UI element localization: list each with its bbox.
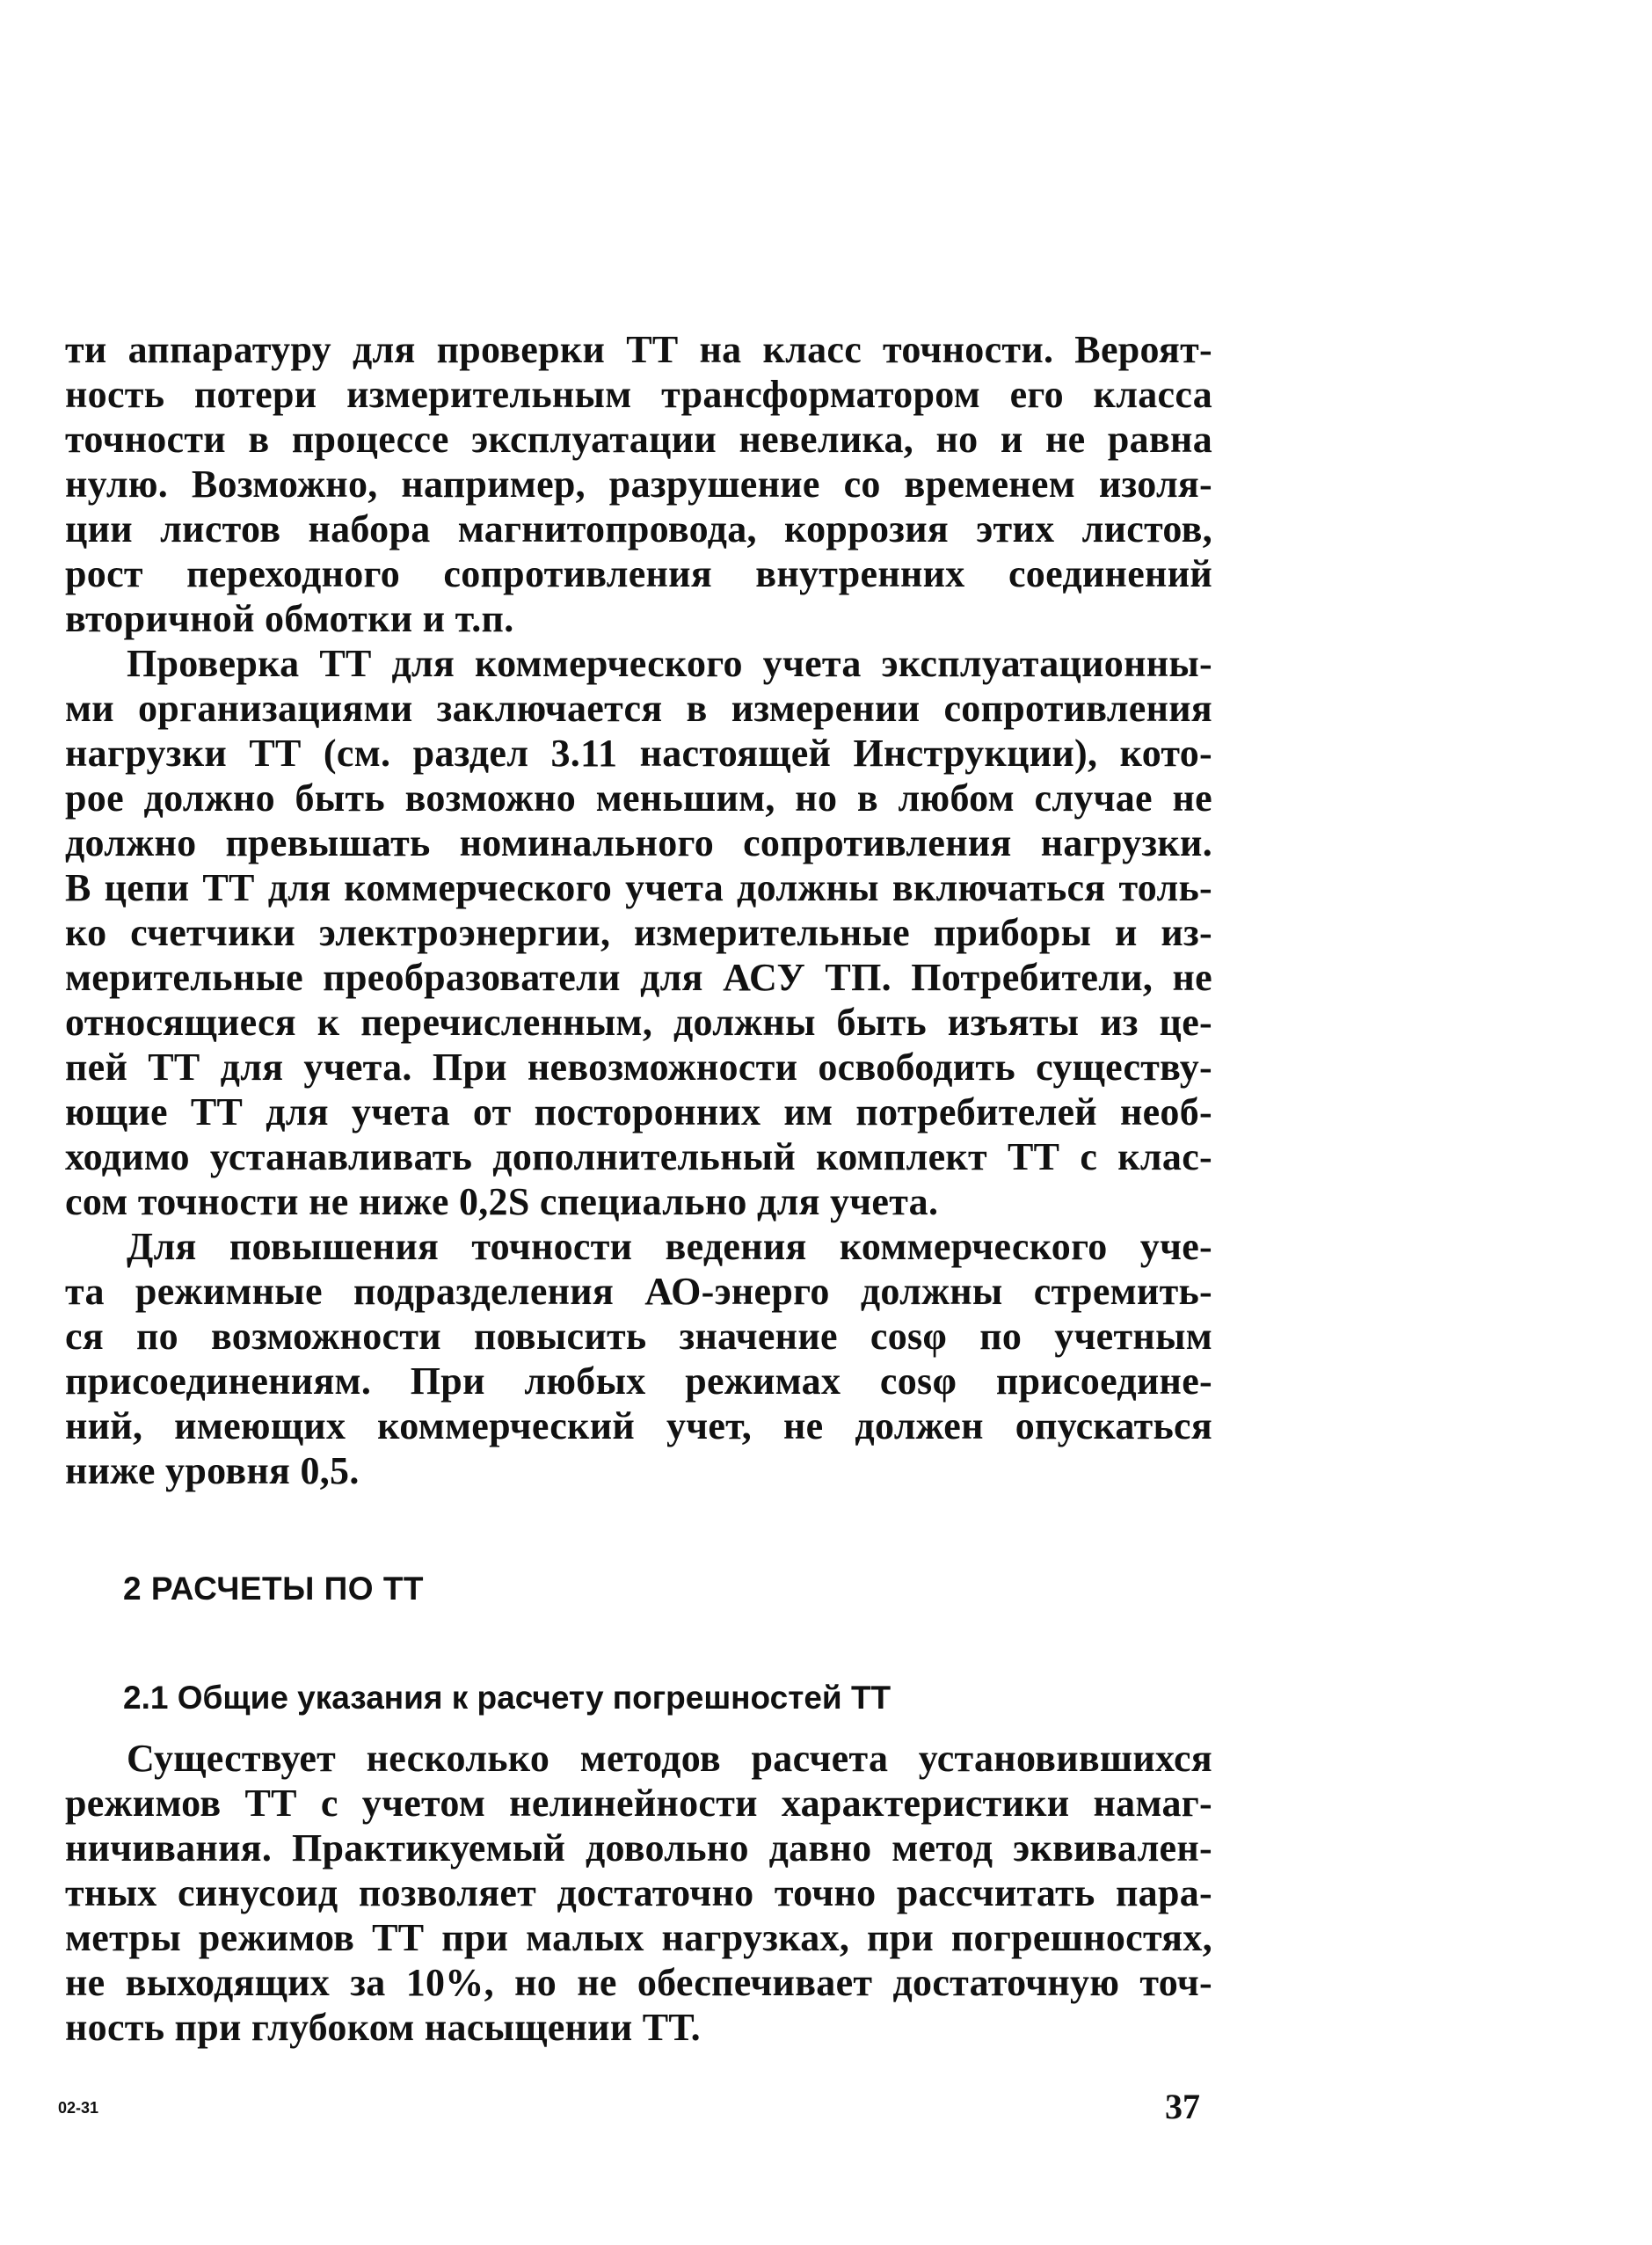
text-line: ходимо устанавливать дополнительный комплект ТТ с клас- [65,1135,1212,1178]
text-line: должно превышать номинального сопротивления нагрузки. [65,821,1212,864]
text-line: вторичной обмотки и т.п. [65,597,514,640]
text-line: относящиеся к перечисленным, должны быть изъяты из це- [65,1001,1212,1044]
text-line: нулю. Возможно, например, разрушение со временем изоля- [65,463,1212,506]
text-line: ции листов набора магнитопровода, коррозия этих листов, [65,507,1212,550]
text-line: ний, имеющих коммерческий учет, не должен опускаться [65,1404,1212,1447]
text-line: ность при глубоком насыщении ТТ. [65,2006,701,2049]
text-line: ниже уровня 0,5. [65,1449,360,1492]
text-line: ми организациями заключается в измерении сопротивления [65,687,1212,730]
text-line: ти аппаратуру для проверки ТТ на класс точности. Вероят- [65,328,1212,371]
paragraph-commercial-metering-check [65,641,1212,1224]
print-signature-code: 02-31 [58,2099,99,2117]
text-line: ко счетчики электроэнергии, измерительные приборы и из- [65,911,1212,954]
text-line: тных синусоид позволяет достаточно точно рассчитать пара- [65,1871,1212,1914]
text-line: мерительные преобразователи для АСУ ТП. Потребители, не [65,956,1212,999]
text-line: та режимные подразделения АО-энерго должны стремить- [65,1270,1212,1313]
text-line: режимов ТТ с учетом нелинейности характеристики намаг- [65,1782,1212,1825]
text-line: нагрузки ТТ (см. раздел 3.11 настоящей Инструкции), кото- [65,732,1212,775]
text-line: пей ТТ для учета. При невозможности освободить существу- [65,1046,1212,1089]
text-line: В цепи ТТ для коммерческого учета должны включаться толь- [65,866,1212,909]
paragraph-apparatus-check [65,327,1212,641]
text-line: ничивания. Практикуемый довольно давно метод эквивален- [65,1826,1212,1870]
paragraph-calculation-methods [65,1736,1212,2050]
chapter-heading: 2 РАСЧЕТЫ ПО ТТ [123,1571,425,1607]
text-line: ся по возможности повысить значение cosφ по учетным [65,1315,1212,1358]
text-line: Для повышения точности ведения коммерческого уче- [127,1225,1212,1268]
text-line: Существует несколько методов расчета установившихся [127,1737,1212,1780]
text-line: ющие ТТ для учета от посторонних им потребителей необ- [65,1090,1212,1133]
section-heading: 2.1 Общие указания к расчету погрешностей ТТ [123,1680,891,1716]
text-line: не выходящих за 10%, но не обеспечивает достаточную точ- [65,1961,1212,2004]
text-line: рое должно быть возможно меньшим, но в любом случае не [65,776,1212,820]
text-line: метры режимов ТТ при малых нагрузках, при погрешностях, [65,1916,1212,1959]
text-line: сом точности не ниже 0,2S специально для учета. [65,1180,939,1223]
text-line: Проверка ТТ для коммерческого учета эксплуатационны- [127,642,1212,685]
text-line: рост переходного сопротивления внутренних соединений [65,552,1212,595]
page-number: 37 [1165,2087,1200,2126]
paragraph-cosphi-improvement [65,1224,1212,1493]
text-line: присоединениям. При любых режимах cosφ присоедине- [65,1359,1212,1403]
text-line: точности в процессе эксплуатации невелика, но и не равна [65,418,1212,461]
text-line: ность потери измерительным трансформатором его класса [65,373,1212,416]
